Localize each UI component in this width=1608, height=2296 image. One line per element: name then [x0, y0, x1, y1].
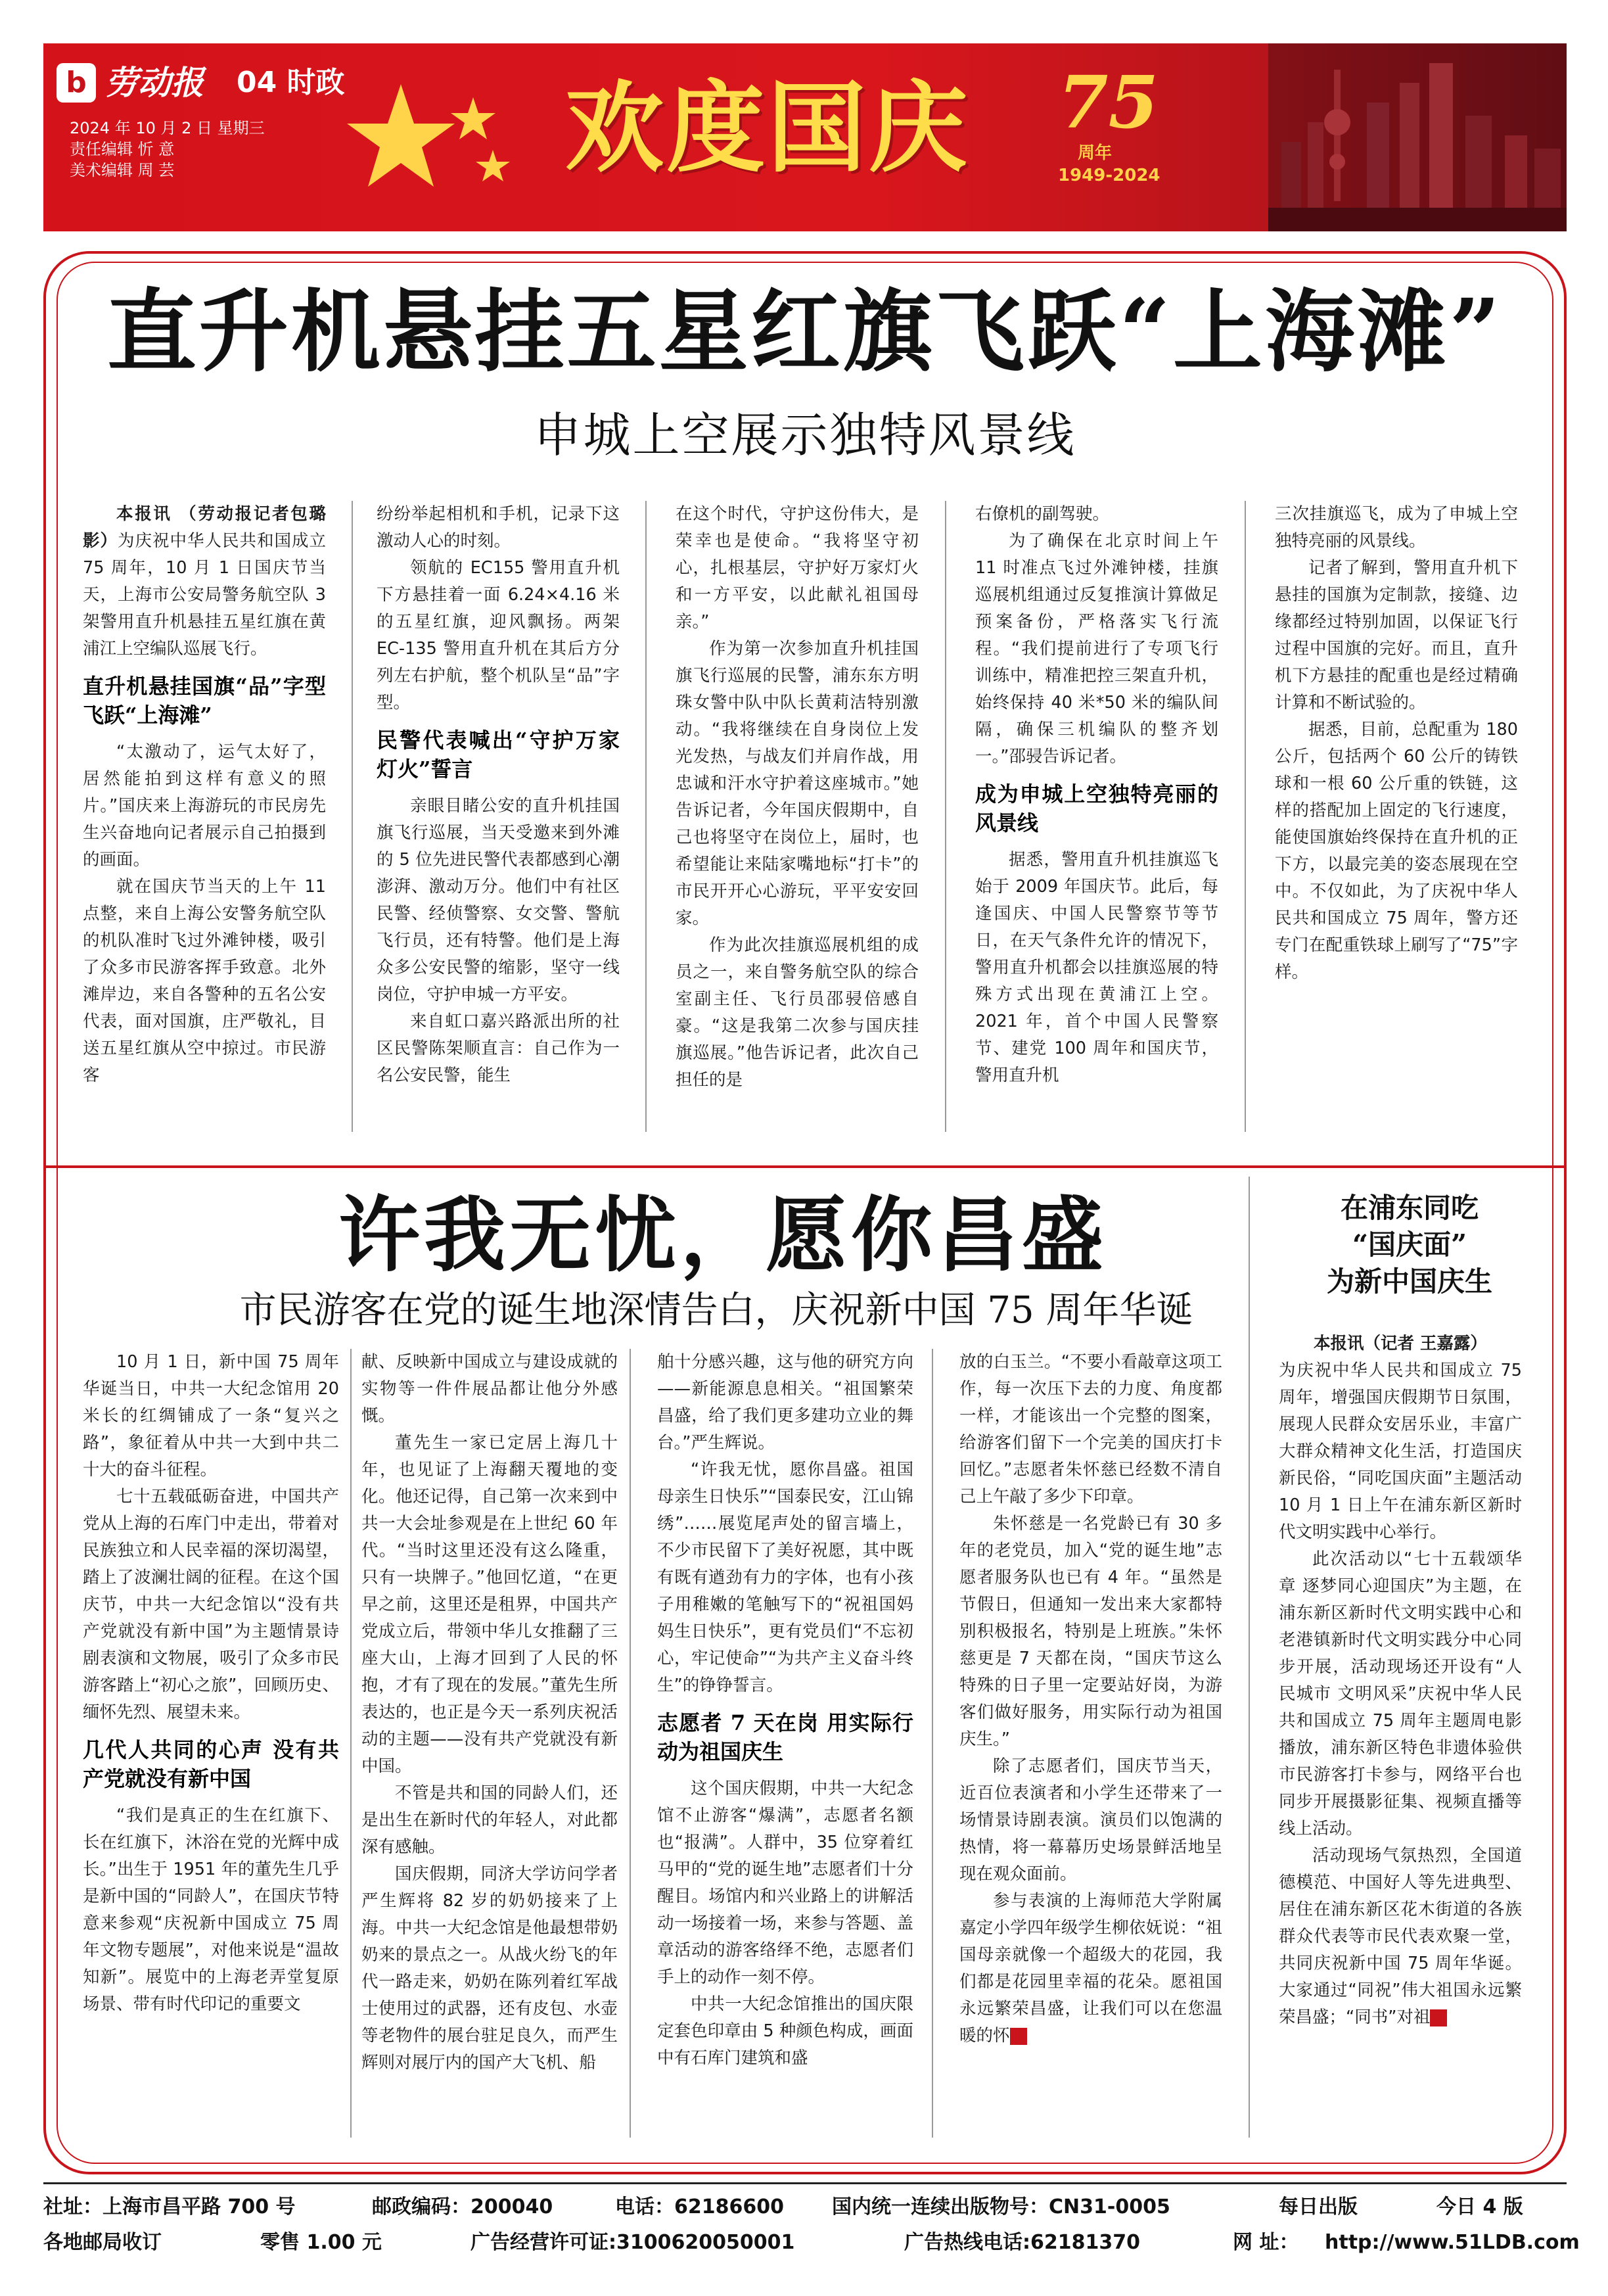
article2-headline: 许我无忧，愿你昌盛: [338, 1188, 1107, 1283]
city-skyline-illustration: [1268, 43, 1567, 231]
article1-headline: 直升机悬挂五星红旗飞跃“上海滩”: [106, 279, 1504, 385]
article2-subhead: 志愿者 7 天在岗 用实际行动为祖国庆生: [657, 1710, 913, 1764]
footer-ad-license: 广告经营许可证:3100620050001: [471, 2231, 795, 2254]
article1-paragraph: “太激动了，运气太好了，居然能拍到这样有意义的照片。”国庆来上海游玩的市民房先生兴奋地向记者展示自己拍摄到的画面。: [83, 742, 326, 870]
article1-column-1: [83, 501, 326, 1089]
article1-paragraph: 为了确保在北京时间上午 11 时准点飞过外滩钟楼，挂旗巡展机组通过反复推演计算做足预案备份，严格落实飞行流程。“我们提前进行了专项飞行训练中，精准把控三架直升机，始终保持 40 米*50 米的编队间隔，确保三机编队的整齐划一。”邵骎告诉记者。: [975, 531, 1218, 766]
article1-paragraph: 纷纷举起相机和手机，记录下这激动人心的时刻。: [377, 504, 620, 551]
sidebar-headline-line: 为新中国庆生: [1326, 1265, 1492, 1298]
article2-column-4: [959, 1349, 1222, 2050]
article2-paragraph: 10 月 1 日，新中国 75 周年华诞当日，中共一大纪念馆用 20 米长的红绸铺成了一条“复兴之路”，象征着从中共一大到中共二十大的奋斗征程。: [83, 1352, 339, 1480]
footer-website: http://www.51LDB.com: [1325, 2231, 1580, 2254]
footer-subscribe: 各地邮局收订: [43, 2231, 162, 2254]
footer-pages: 今日 4 版: [1436, 2195, 1523, 2218]
column-rule: [352, 501, 353, 1132]
newspaper-name: 劳动报: [105, 63, 204, 102]
sidebar-paragraph: 为庆祝中华人民共和国成立 75 周年，增强国庆假期节日氛围，展现人民群众安居乐业，丰富广大群众精神文化生活，打造国庆新民俗，“同吃国庆面”主题活动 10 月 1 日上午在浦东新区新时代文明实践中心举行。: [1279, 1361, 1522, 1542]
footer-price: 零售 1.00 元: [260, 2231, 382, 2254]
article1-paragraph: 据悉，目前，总配重为 180 公斤，包括两个 60 公斤的铸铁球和一根 60 公斤重的铁链，这样的搭配加上固定的飞行速度，能使国旗始终保持在直升机的正下方，以最完美的姿态展现在空中。不仅如此，为了庆祝中华人民共和国成立 75 周年，警方还专门在配重铁球上刷写了“75”字样。: [1275, 720, 1518, 982]
footer-address: 社址：上海市昌平路 700 号: [43, 2195, 296, 2218]
continued-page-badge: 20: [1430, 2009, 1447, 2027]
sidebar-headline-line: “国庆面”: [1352, 1229, 1467, 1261]
article2-subhead: 几代人共同的心声 没有共产党就没有新中国: [83, 1737, 339, 1791]
article1-column-5: [1275, 501, 1518, 986]
article1-paragraph: 在这个时代，守护这份伟大，是荣幸也是使命。“我将坚守初心，扎根基层，守护好万家灯火和一方平安，以此献礼祖国母亲。”: [676, 504, 919, 632]
banner-anniversary-number: 75: [1058, 60, 1159, 145]
sidebar-headline-line: 在浦东同吃: [1340, 1192, 1479, 1224]
article2-paragraph: “我们是真正的生在红旗下、长在红旗下，沐浴在党的光辉中成长。”出生于 1951 年的董先生几乎是新中国的“同龄人”，在国庆节特意来参观“庆祝新中国成立 75 周年文物专题展”，对他来说是“温故知新”。展览中的上海老弄堂复原场景、带有时代印记的重要文: [83, 1806, 339, 2014]
responsible-editor: 责任编辑 忻 意: [70, 140, 175, 158]
article1-column-3: [676, 501, 919, 1094]
footer-rule: [43, 2182, 1567, 2184]
article1-subhead: 民警代表喊出“守护万家灯火”誓言: [377, 728, 620, 782]
banner-years: 1949-2024: [1058, 166, 1160, 185]
column-rule: [350, 1349, 352, 2138]
article2-column-5: [1279, 1330, 1522, 2031]
issue-date: 2024 年 10 月 2 日 星期三: [70, 119, 265, 137]
article1-paragraph: 亲眼目睹公安的直升机挂国旗飞行巡展，当天受邀来到外滩的 5 位先进民警代表都感到心潮澎湃、激动万分。他们中有社区民警、经侦警察、女交警、警航飞行员，还有特警。他们是上海众多公安民警的缩影，坚守一线岗位，守护申城一方平安。: [377, 796, 620, 1004]
column-rule: [645, 501, 647, 1132]
banner-anniversary-suffix: 周年: [1078, 143, 1113, 163]
column-rule: [1245, 501, 1246, 1132]
article2-column-3: [657, 1349, 913, 2072]
article2-column-1: [83, 1349, 339, 2018]
article2-paragraph: 不管是共和国的同龄人们，还是出生在新时代的年轻人，对此都深有感触。: [361, 1783, 618, 1857]
sidebar-headline: [1295, 1190, 1525, 1300]
article2-paragraph: 七十五载砥砺奋进，中国共产党从上海的石库门中走出，带着对民族独立和人民幸福的深切渴望，踏上了波澜壮阔的征程。在这个国庆节，中共一大纪念馆以“没有共产党就没有新中国”为主题情景诗剧表演和文物展，吸引了众多市民游客踏上“初心之旅”，回顾历史、缅怀先烈、展望未来。: [83, 1487, 339, 1722]
column-rule: [932, 1349, 933, 2138]
article2-paragraph: 这个国庆假期，中共一大纪念馆不止游客“爆满”，志愿者名额也“报满”。人群中，35 位穿着红马甲的“党的诞生地”志愿者们十分醒目。场馆内和兴业路上的讲解活动一场接着一场，来参与答题、盖章活动的游客络绎不绝，志愿者们手上的动作一刻不停。: [657, 1779, 913, 1987]
article1-paragraph: 就在国庆节当天的上午 11 点整，来自上海公安警务航空队的机队准时飞过外滩钟楼，吸引了众多市民游客挥手致意。北外滩岸边，来自各警种的五名公安代表，面对国旗，庄严敬礼，目送五星红旗从空中掠过。市民游客: [83, 877, 326, 1085]
article1-paragraph: 三次挂旗巡飞，成为了申城上空独特亮丽的风景线。: [1275, 504, 1518, 551]
footer-phone: 电话：62186600: [615, 2195, 784, 2218]
sidebar-paragraph: 此次活动以“七十五载颂华章 逐梦同心迎国庆”为主题，在浦东新区新时代文明实践中心和老港镇新时代文明实践分中心同步开展，活动现场还开设有“人民城市 文明风采”庆祝中华人民共和国成立 75 周年主题周电影播放，浦东新区特色非遗体验供市民游客打卡参与，网络平台也同步开展摄影征集、视频直播等线上活动。: [1279, 1549, 1522, 1839]
footer-website-label: 网 址：: [1233, 2231, 1299, 2254]
article2-paragraph: 参与表演的上海师范大学附属嘉定小学四年级学生柳依妩说：“祖国母亲就像一个超级大的花园，我们都是花园里幸福的花朵。愿祖国永远繁荣昌盛，让我们可以在您温暖的怀: [959, 1891, 1222, 2046]
footer-daily: 每日出版: [1279, 2195, 1358, 2218]
column-rule: [1249, 1177, 1250, 2138]
sidebar-byline: 本报讯（记者 王嘉露）: [1314, 1334, 1487, 1353]
article1-column-4: [975, 501, 1218, 1089]
article1-paragraph: 据悉，警用直升机挂旗巡飞始于 2009 年国庆节。此后，每逢国庆、中国人民警察节等节日，在天气条件允许的情况下，警用直升机都会以挂旗巡展的特殊方式出现在黄浦江上空。2021 年，首个中国人民警察节、建党 100 周年和国庆节，警用直升机: [975, 850, 1218, 1085]
article2-column-2: [361, 1349, 618, 2076]
article1-subhead: 直升机悬挂国旗“品”字型飞跃“上海滩”: [83, 674, 326, 728]
article1-paragraph: 作为第一次参加直升机挂国旗飞行巡展的民警，浦东东方明珠女警中队中队长黄莉洁特别激动。“我将继续在自身岗位上发光发热，与战友们并肩作战，用忠诚和汗水守护着这座城市。”她告诉记者，今年国庆假期中，自己也将坚守在岗位上，届时，也希望能让来陆家嘴地标“打卡”的市民开开心心游玩，平平安安回家。: [676, 639, 919, 928]
article2-paragraph: 舶十分感兴趣，这与他的研究方向——新能源息息相关。“祖国繁荣昌盛，给了我们更多建功立业的舞台。”严生辉说。: [657, 1352, 913, 1453]
article2-subheadline: 市民游客在党的诞生地深情告白，庆祝新中国 75 周年华诞: [239, 1289, 1193, 1332]
footer: [43, 2182, 1580, 2281]
footer-postcode: 邮政编码：200040: [372, 2195, 553, 2218]
article2-paragraph: 朱怀慈是一名党龄已有 30 多年的老党员，加入“党的诞生地”志愿者服务队也已有 4 年。“虽然是节假日，但通知一发出来大家都特别积极报名，特别是上班族。”朱怀慈更是 7 天都在岗，“国庆节这么特殊的日子里一定要站好岗，为游客们做好服务，用实际行动为祖国庆生。”: [959, 1514, 1222, 1749]
continued-page-badge: 15: [1010, 2028, 1027, 2045]
sidebar-paragraph: 活动现场气氛热烈，全国道德模范、中国好人等先进典型、居住在浦东新区花木街道的各族群众代表等市民代表欢聚一堂，共同庆祝新中国 75 周年华诞。大家通过“同祝”伟大祖国永远繁荣昌盛；“同书”对祖: [1279, 1846, 1522, 2027]
article2-paragraph: 中共一大纪念馆推出的国庆限定套色印章由 5 种颜色构成，画面中有石库门建筑和盛: [657, 1994, 913, 2068]
article-divider: [43, 1165, 1567, 1168]
art-editor: 美术编辑 周 芸: [70, 161, 175, 179]
article2-paragraph: 放的白玉兰。“不要小看敲章这项工作，每一次压下去的力度、角度都一样，才能该出一个完整的图案，给游客们留下一个完美的国庆打卡回忆。”志愿者朱怀慈已经数不清自己上午敲了多少下印章。: [959, 1352, 1222, 1507]
footer-ad-hotline: 广告热线电话:62181370: [904, 2231, 1140, 2254]
article1-byline: 本报讯 （劳动报记者包璐影）: [83, 504, 326, 551]
star-decoration-icon: [342, 78, 526, 209]
article2-paragraph: “许我无忧，愿你昌盛。祖国母亲生日快乐”“国泰民安，江山锦绣”……展览尾声处的留言墙上，不少市民留下了美好祝愿，其中既有既有遒劲有力的字体，也有小孩子用稚嫩的笔触写下的“祝祖国妈妈生日快乐”，更有党员们“不忘初心，牢记使命”“为共产主义奋斗终生”的铮铮誓言。: [657, 1460, 913, 1695]
article2-paragraph: 国庆假期，同济大学访问学者严生辉将 82 岁的奶奶接来了上海。中共一大纪念馆是他最想带奶奶来的景点之一。从战火纷飞的年代一路走来，奶奶在陈列着红军战士使用过的武器，还有皮包、水壶等老物件的展台驻足良久，而严生辉则对展厅内的国产大飞机、船: [361, 1864, 618, 2073]
article1-paragraph: 右僚机的副驾驶。: [975, 504, 1110, 524]
article1-paragraph: 为庆祝中华人民共和国成立 75 周年，10 月 1 日国庆节当天，上海市公安局警务航空队 3 架警用直升机悬挂五星红旗在黄浦江上空编队巡展飞行。: [83, 531, 326, 659]
article2-paragraph: 除了志愿者们，国庆节当天，近百位表演者和小学生还带来了一场情景诗剧表演。演员们以饱满的热情，将一幕幕历史场景鲜活地呈现在观众面前。: [959, 1756, 1222, 1884]
article1-paragraph: 领航的 EC155 警用直升机下方悬挂着一面 6.24×4.16 米的五星红旗，迎风飘扬。两架 EC-135 警用直升机在其后方分列左右护航，整个机队呈“品”字型。: [377, 558, 620, 713]
column-rule: [945, 501, 946, 1132]
article1-subheadline: 申城上空展示独特风景线: [534, 408, 1076, 463]
article1-subhead: 成为申城上空独特亮丽的风景线: [975, 782, 1218, 835]
article1-column-2: [377, 501, 620, 1089]
article1-paragraph: 记者了解到，警用直升机下悬挂的国旗为定制款，接缝、边缘都经过特别加固，以保证飞行过程中国旗的完好。而且，直升机下方悬挂的配重也是经过精确计算和不断试验的。: [1275, 558, 1518, 713]
column-rule: [630, 1349, 631, 2138]
article1-paragraph: 来自虹口嘉兴路派出所的社区民警陈架顺直言：自己作为一名公安民警，能生: [377, 1012, 620, 1085]
banner-title: 欢度国庆: [565, 72, 971, 186]
article2-paragraph: 董先生一家已定居上海几十年，也见证了上海翻天覆地的变化。他还记得，自己第一次来到中共一大会址参观是在上世纪 60 年代。“当时这里还没有这么隆重，只有一块牌子。”他回忆道，“在更早之前，这里还是租界，中国共产党成立后，带领中华儿女推翻了三座大山，上海才回到了人民的怀抱，才有了现在的发展。”董先生所表达的，也正是今天一系列庆祝活动的主题——没有共产党就没有新中国。: [361, 1433, 618, 1776]
footer-issn: 国内统一连续出版物号：CN31-0005: [832, 2195, 1170, 2218]
article1-paragraph: 作为此次挂旗巡展机组的成员之一，来自警务航空队的综合室副主任、飞行员邵骎倍感自豪。“这是我第二次参与国庆挂旗巡展。”他告诉记者，此次自己担任的是: [676, 935, 919, 1090]
page-section-label: 04 时政: [237, 66, 345, 99]
newspaper-logo-icon: b: [57, 63, 96, 103]
article2-paragraph: 献、反映新中国成立与建设成就的实物等一件件展品都让他分外感慨。: [361, 1352, 618, 1426]
